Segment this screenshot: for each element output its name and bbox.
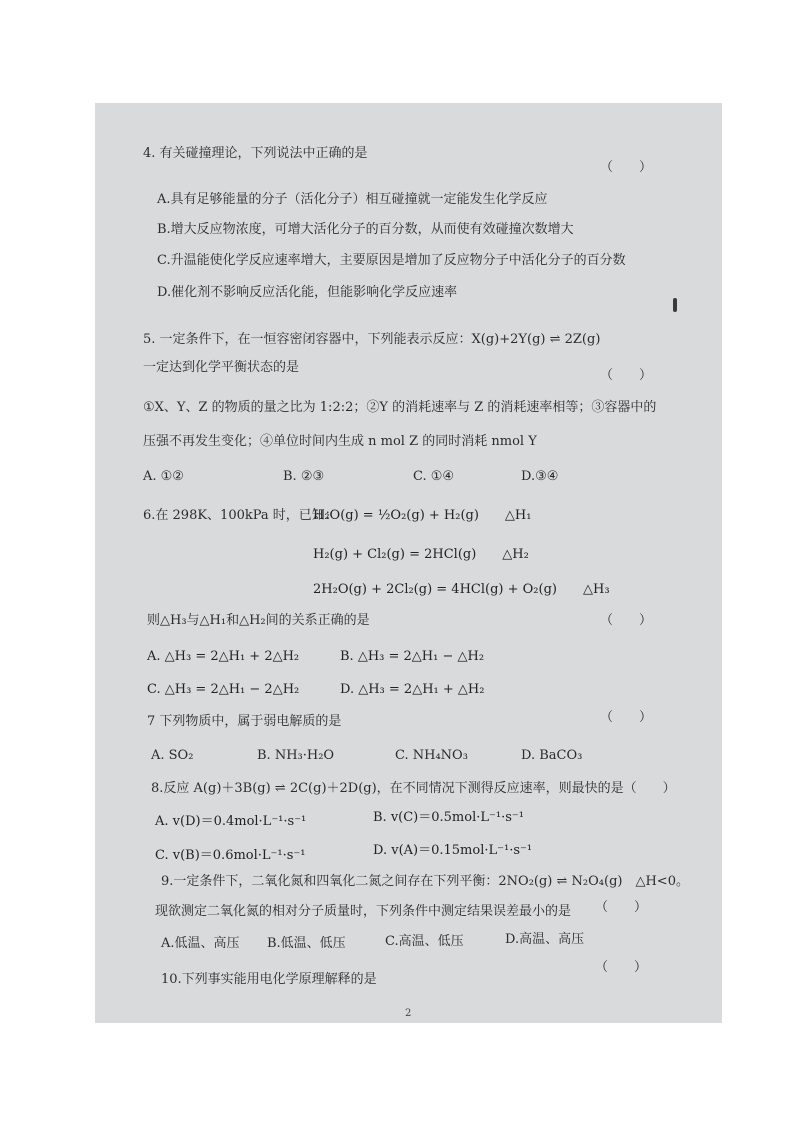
q4-option-a: A.具有足够能量的分子（活化分子）相互碰撞就一定能发生化学反应: [157, 192, 548, 207]
q7-answer-paren: （ ）: [600, 710, 653, 725]
q9-stem-line1: 9.一定条件下，二氧化氮和四氧化二氮之间存在下列平衡：2NO₂(g) ⇌ N₂O₄(g) △H<0。: [161, 874, 689, 889]
q4-option-d: D.催化剂不影响反应活化能，但能影响化学反应速率: [157, 285, 458, 300]
q9-answer-paren: （ ）: [595, 900, 648, 915]
q5-option-b: B. ②③: [283, 469, 325, 484]
q5-option-a: A. ①②: [143, 469, 184, 484]
q6-stem: 6.在 298K、100kPa 时，已知：: [143, 508, 338, 523]
q8-option-c: C. v(B)＝0.6mol·L⁻¹·s⁻¹: [155, 848, 306, 863]
ink-mark: [673, 298, 677, 312]
q8-option-b: B. v(C)＝0.5mol·L⁻¹·s⁻¹: [373, 810, 524, 825]
q5-answer-paren: （ ）: [600, 368, 653, 383]
q9-stem-line2: 现欲测定二氧化氮的相对分子质量时，下列条件中测定结果误差最小的是: [155, 904, 572, 919]
q8-option-d: D. v(A)＝0.15mol·L⁻¹·s⁻¹: [373, 843, 533, 858]
q9-option-b: B.低温、低压: [267, 936, 346, 951]
q6-option-a: A. △H₃ = 2△H₁ + 2△H₂: [147, 649, 300, 664]
q7-option-b: B. NH₃·H₂O: [257, 748, 335, 763]
q4-stem: 4. 有关碰撞理论，下列说法中正确的是: [143, 146, 368, 161]
q5-option-d: D.③④: [521, 469, 559, 484]
q5-stem-line1: 5. 一定条件下，在一恒容密闭容器中，下列能表示反应：X(g)+2Y(g) ⇌ 2Z(g): [143, 332, 601, 347]
q5-conditions-line2: 压强不再发生变化；④单位时间内生成 n mol Z 的同时消耗 nmol Y: [143, 434, 537, 449]
q6-equation-1: H₂O(g) = ½O₂(g) + H₂(g) △H₁: [313, 508, 532, 523]
q7-stem: 7 下列物质中，属于弱电解质的是: [147, 714, 342, 729]
q6-answer-paren: （ ）: [600, 613, 653, 628]
q6-option-c: C. △H₃ = 2△H₁ − 2△H₂: [147, 682, 300, 697]
q9-option-d: D.高温、高压: [505, 932, 585, 947]
q6-option-b: B. △H₃ = 2△H₁ − △H₂: [340, 649, 485, 664]
q8-option-a: A. v(D)＝0.4mol·L⁻¹·s⁻¹: [155, 814, 307, 829]
q4-answer-paren: （ ）: [600, 160, 653, 175]
q10-answer-paren: （ ）: [595, 960, 648, 975]
exam-sheet: [95, 103, 722, 1023]
q6-question: 则△H₃与△H₁和△H₂间的关系正确的是: [147, 613, 370, 628]
q4-option-b: B.增大反应物浓度，可增大活化分子的百分数，从而使有效碰撞次数增大: [157, 222, 574, 237]
q7-option-d: D. BaCO₃: [521, 748, 583, 763]
q9-option-c: C.高温、低压: [385, 934, 464, 949]
q9-option-a: A.低温、高压: [161, 936, 240, 951]
page-number: 2: [405, 1008, 412, 1019]
q7-option-a: A. SO₂: [151, 748, 194, 763]
q6-equation-2: H₂(g) + Cl₂(g) = 2HCl(g) △H₂: [313, 547, 529, 562]
q10-stem: 10.下列事实能用电化学原理解释的是: [161, 972, 377, 987]
q5-conditions-line1: ①X、Y、Z 的物质的量之比为 1:2:2；②Y 的消耗速率与 Z 的消耗速率相等；③容器中的: [143, 400, 657, 415]
q7-option-c: C. NH₄NO₃: [395, 748, 468, 763]
q6-equation-3: 2H₂O(g) + 2Cl₂(g) = 4HCl(g) + O₂(g) △H₃: [313, 582, 610, 597]
q5-stem-line2: 一定达到化学平衡状态的是: [143, 360, 300, 375]
q4-option-c: C.升温能使化学反应速率增大，主要原因是增加了反应物分子中活化分子的百分数: [157, 253, 626, 268]
q8-stem: 8.反应 A(g)＋3B(g) ⇌ 2C(g)＋2D(g)，在不同情况下测得反应速率，则最快的是（ ）: [151, 781, 676, 796]
q6-option-d: D. △H₃ = 2△H₁ + △H₂: [340, 682, 485, 697]
q5-option-c: C. ①④: [413, 469, 455, 484]
